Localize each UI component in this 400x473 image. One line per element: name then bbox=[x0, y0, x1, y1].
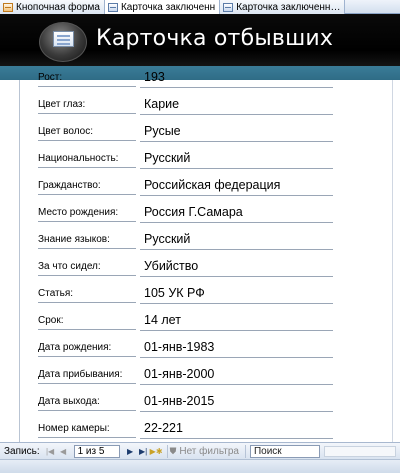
previous-record-icon[interactable]: ◀ bbox=[60, 446, 67, 456]
field-row-znanie-yazykov bbox=[0, 228, 400, 255]
tab-kartochka-zaklyuchennogo-2[interactable] bbox=[220, 0, 345, 14]
field-value-tsvet-volos[interactable]: Русые bbox=[140, 123, 333, 142]
field-row-tsvet-glaz bbox=[0, 93, 400, 120]
field-value-data-rozhdeniya[interactable]: 01-янв-1983 bbox=[140, 339, 333, 358]
field-label: Номер камеры: bbox=[38, 421, 136, 438]
field-label: Гражданство: bbox=[38, 178, 136, 195]
field-label: Срок: bbox=[38, 313, 136, 330]
field-label: За что сидел: bbox=[38, 259, 136, 276]
field-row-statya bbox=[0, 282, 400, 309]
field-row-srok bbox=[0, 309, 400, 336]
form-header bbox=[0, 14, 400, 66]
tab-kartochka-zaklyuchennogo[interactable] bbox=[105, 0, 220, 14]
record-label: Запись: bbox=[4, 445, 40, 457]
field-label: Цвет глаз: bbox=[38, 97, 136, 114]
field-row-nomer-kamery bbox=[0, 417, 400, 444]
field-label: Рост: bbox=[38, 70, 136, 87]
field-row-natsionalnost bbox=[0, 147, 400, 174]
field-value-statya[interactable]: 105 УК РФ bbox=[140, 285, 333, 304]
status-strip bbox=[0, 459, 400, 473]
field-label: Цвет волос: bbox=[38, 124, 136, 141]
field-row-data-pribyvaniya bbox=[0, 363, 400, 390]
tab-label: Карточка заключенн… bbox=[236, 1, 341, 13]
tab-knopochnaya-forma[interactable] bbox=[0, 0, 105, 14]
field-label: Дата рождения: bbox=[38, 340, 136, 357]
form-sheet-icon bbox=[39, 22, 87, 62]
field-value-data-vykhoda[interactable]: 01-янв-2015 bbox=[140, 393, 333, 412]
search-input[interactable]: Поиск bbox=[250, 445, 320, 458]
form-title: Карточка отбывших bbox=[96, 26, 334, 51]
field-value-mesto-rozhdeniya[interactable]: Россия Г.Самара bbox=[140, 204, 333, 223]
field-value-tsvet-glaz[interactable]: Карие bbox=[140, 96, 333, 115]
tab-label: Кнопочная форма bbox=[16, 1, 100, 13]
field-row-mesto-rozhdeniya bbox=[0, 201, 400, 228]
form-icon bbox=[108, 3, 118, 12]
field-row-data-vykhoda bbox=[0, 390, 400, 417]
record-navigation-bar bbox=[0, 442, 400, 459]
field-value-rost[interactable]: 193 bbox=[140, 69, 333, 88]
field-label: Национальность: bbox=[38, 151, 136, 168]
field-row-rost bbox=[0, 66, 400, 93]
document-tab-strip bbox=[0, 0, 400, 14]
tab-label: Карточка заключенн bbox=[120, 1, 216, 13]
field-value-za-chto-sidel[interactable]: Убийство bbox=[140, 258, 333, 277]
field-row-tsvet-volos bbox=[0, 120, 400, 147]
form-detail[interactable] bbox=[0, 70, 400, 442]
filter-label: Нет фильтра bbox=[179, 445, 239, 457]
form-icon bbox=[223, 3, 233, 12]
field-row-data-rozhdeniya bbox=[0, 336, 400, 363]
last-record-icon[interactable]: ▶| bbox=[138, 446, 148, 456]
field-label: Дата прибывания: bbox=[38, 367, 136, 384]
filter-toggle[interactable] bbox=[167, 445, 246, 458]
field-row-za-chto-sidel bbox=[0, 255, 400, 282]
current-record-field[interactable]: 1 из 5 bbox=[74, 445, 120, 458]
field-label: Знание языков: bbox=[38, 232, 136, 249]
field-value-srok[interactable]: 14 лет bbox=[140, 312, 333, 331]
field-label: Дата выхода: bbox=[38, 394, 136, 411]
filter-icon: ⛊ bbox=[169, 445, 177, 456]
horizontal-scrollbar[interactable] bbox=[324, 446, 396, 457]
field-value-znanie-yazykov[interactable]: Русский bbox=[140, 231, 333, 250]
field-row-grazhdanstvo bbox=[0, 174, 400, 201]
form-icon bbox=[3, 3, 13, 12]
field-label: Место рождения: bbox=[38, 205, 136, 222]
field-value-grazhdanstvo[interactable]: Российская федерация bbox=[140, 177, 333, 196]
field-value-data-pribyvaniya[interactable]: 01-янв-2000 bbox=[140, 366, 333, 385]
field-value-nomer-kamery[interactable]: 22-221 bbox=[140, 420, 333, 439]
field-value-natsionalnost[interactable]: Русский bbox=[140, 150, 333, 169]
new-record-icon[interactable]: ▶✱ bbox=[149, 446, 163, 456]
first-record-icon[interactable]: |◀ bbox=[45, 446, 55, 456]
next-record-icon[interactable]: ▶ bbox=[127, 446, 134, 456]
field-label: Статья: bbox=[38, 286, 136, 303]
